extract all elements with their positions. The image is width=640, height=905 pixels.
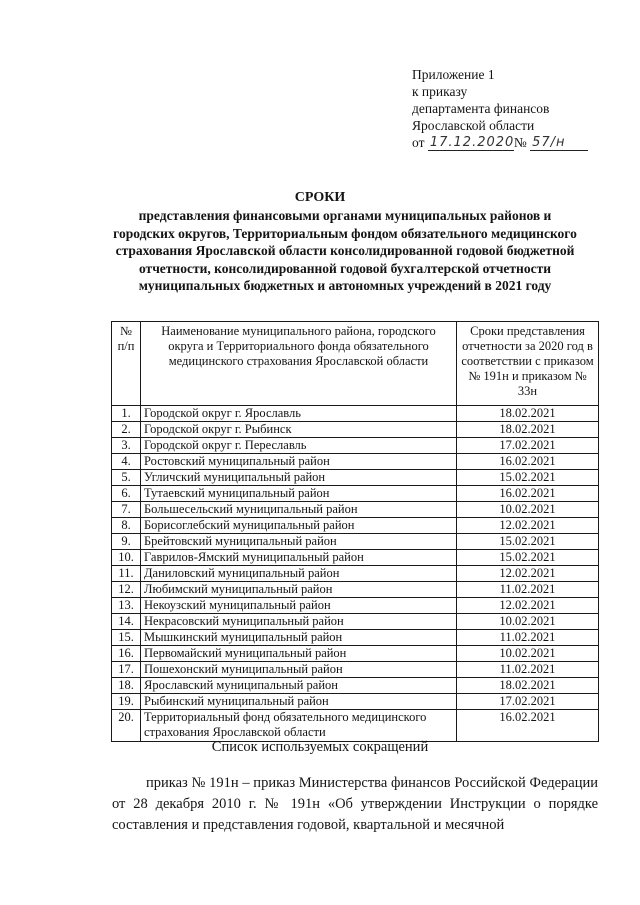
row-number: 17.: [112, 662, 141, 678]
row-date: 10.02.2021: [457, 614, 599, 630]
table-body: [112, 406, 599, 742]
row-name: Ярославский муниципальный район: [141, 678, 457, 694]
row-name: Даниловский муниципальный район: [141, 566, 457, 582]
row-name: Любимский муниципальный район: [141, 582, 457, 598]
date-prefix: от: [412, 135, 425, 150]
table-row: [112, 502, 599, 518]
handwritten-number: 57/н: [530, 136, 588, 151]
paragraph-text: приказ № 191н – приказ Министерства финансов Российской Федерации от 28 декабря 2010 г. № 191н «Об утверждении Инструкции о порядке составления и представления годовой, квартальной и месячной: [112, 775, 598, 833]
table-row: [112, 582, 599, 598]
row-date: 16.02.2021: [457, 454, 599, 470]
row-date: 12.02.2021: [457, 518, 599, 534]
row-name: Брейтовский муниципальный район: [141, 534, 457, 550]
row-name: Городской округ г. Рыбинск: [141, 422, 457, 438]
row-date: 11.02.2021: [457, 630, 599, 646]
row-number: 15.: [112, 630, 141, 646]
row-number: 13.: [112, 598, 141, 614]
table-row: [112, 438, 599, 454]
appendix-line-2: к приказу: [412, 84, 468, 99]
row-date: 11.02.2021: [457, 662, 599, 678]
row-number: 16.: [112, 646, 141, 662]
row-number: 14.: [112, 614, 141, 630]
number-sign: №: [513, 135, 527, 150]
row-number: 5.: [112, 470, 141, 486]
row-name: Пошехонский муниципальный район: [141, 662, 457, 678]
row-number: 12.: [112, 582, 141, 598]
row-name: Первомайский муниципальный район: [141, 646, 457, 662]
row-number: 8.: [112, 518, 141, 534]
row-name: Территориальный фонд обязательного медицинского страхования Ярославской области: [141, 710, 457, 742]
row-number: 4.: [112, 454, 141, 470]
row-date: 10.02.2021: [457, 646, 599, 662]
table-row: [112, 614, 599, 630]
row-name: Тутаевский муниципальный район: [141, 486, 457, 502]
table-row: [112, 486, 599, 502]
row-name: Некрасовский муниципальный район: [141, 614, 457, 630]
table-row: [112, 470, 599, 486]
appendix-block: [412, 66, 588, 151]
row-date: 16.02.2021: [457, 710, 599, 742]
appendix-date-line: [412, 134, 588, 151]
row-date: 17.02.2021: [457, 694, 599, 710]
row-number: 6.: [112, 486, 141, 502]
row-number: 11.: [112, 566, 141, 582]
table-row: [112, 566, 599, 582]
row-date: 15.02.2021: [457, 470, 599, 486]
table-row: [112, 406, 599, 422]
row-name: Мышкинский муниципальный район: [141, 630, 457, 646]
table-row: [112, 710, 599, 742]
row-date: 12.02.2021: [457, 598, 599, 614]
row-number: 19.: [112, 694, 141, 710]
row-number: 2.: [112, 422, 141, 438]
row-name: Некоузский муниципальный район: [141, 598, 457, 614]
row-name: Городской округ г. Переславль: [141, 438, 457, 454]
row-number: 7.: [112, 502, 141, 518]
row-date: 11.02.2021: [457, 582, 599, 598]
handwritten-date: 17.12.2020: [429, 135, 515, 150]
document-title: СРОКИ: [294, 190, 346, 205]
table-row: [112, 678, 599, 694]
document-subtitle: представления финансовыми органами муниципальных районов и городских округов, Территориальным фондом обязательного медицинского страхования Ярославской области консолидированной годовой бюджетной отчетности, консолидированной годовой бухгалтерской отчетности муниципальных бюджетных и автономных учреждений в 2021 году: [113, 208, 577, 293]
row-number: 9.: [112, 534, 141, 550]
table-row: [112, 646, 599, 662]
table-row: [112, 630, 599, 646]
header-deadline: Сроки представления отчетности за 2020 год в соответствии с приказом № 191н и приказом № 33н: [457, 322, 599, 406]
table-row: [112, 598, 599, 614]
deadlines-table: [111, 321, 599, 742]
abbreviations-title: Список используемых сокращений: [211, 739, 429, 755]
row-name: Рыбинский муниципальный район: [141, 694, 457, 710]
table-row: [112, 518, 599, 534]
row-name: Большесельский муниципальный район: [141, 502, 457, 518]
row-date: 17.02.2021: [457, 438, 599, 454]
table-row: [112, 534, 599, 550]
row-number: 20.: [112, 710, 141, 742]
row-date: 18.02.2021: [457, 422, 599, 438]
row-date: 18.02.2021: [457, 406, 599, 422]
appendix-line-4: Ярославской области: [412, 118, 535, 133]
row-number: 18.: [112, 678, 141, 694]
row-date: 15.02.2021: [457, 534, 599, 550]
row-date: 10.02.2021: [457, 502, 599, 518]
row-date: 18.02.2021: [457, 678, 599, 694]
row-date: 15.02.2021: [457, 550, 599, 566]
row-name: Городской округ г. Ярославль: [141, 406, 457, 422]
table-header-row: [112, 322, 599, 406]
row-number: 1.: [112, 406, 141, 422]
row-name: Угличский муниципальный район: [141, 470, 457, 486]
row-date: 12.02.2021: [457, 566, 599, 582]
abbreviation-paragraph: [112, 773, 598, 836]
row-name: Ростовский муниципальный район: [141, 454, 457, 470]
table-row: [112, 694, 599, 710]
row-name: Гаврилов-Ямский муниципальный район: [141, 550, 457, 566]
row-name: Борисоглебский муниципальный район: [141, 518, 457, 534]
appendix-line-3: департамента финансов: [412, 101, 550, 116]
row-number: 3.: [112, 438, 141, 454]
header-name: Наименование муниципального района, городского округа и Территориального фонда обязательного медицинского страхования Ярославской области: [141, 322, 457, 406]
table-row: [112, 422, 599, 438]
table-row: [112, 662, 599, 678]
table-row: [112, 550, 599, 566]
row-date: 16.02.2021: [457, 486, 599, 502]
appendix-line-1: Приложение 1: [412, 67, 495, 82]
table-row: [112, 454, 599, 470]
header-number: № п/п: [112, 322, 141, 406]
row-number: 10.: [112, 550, 141, 566]
